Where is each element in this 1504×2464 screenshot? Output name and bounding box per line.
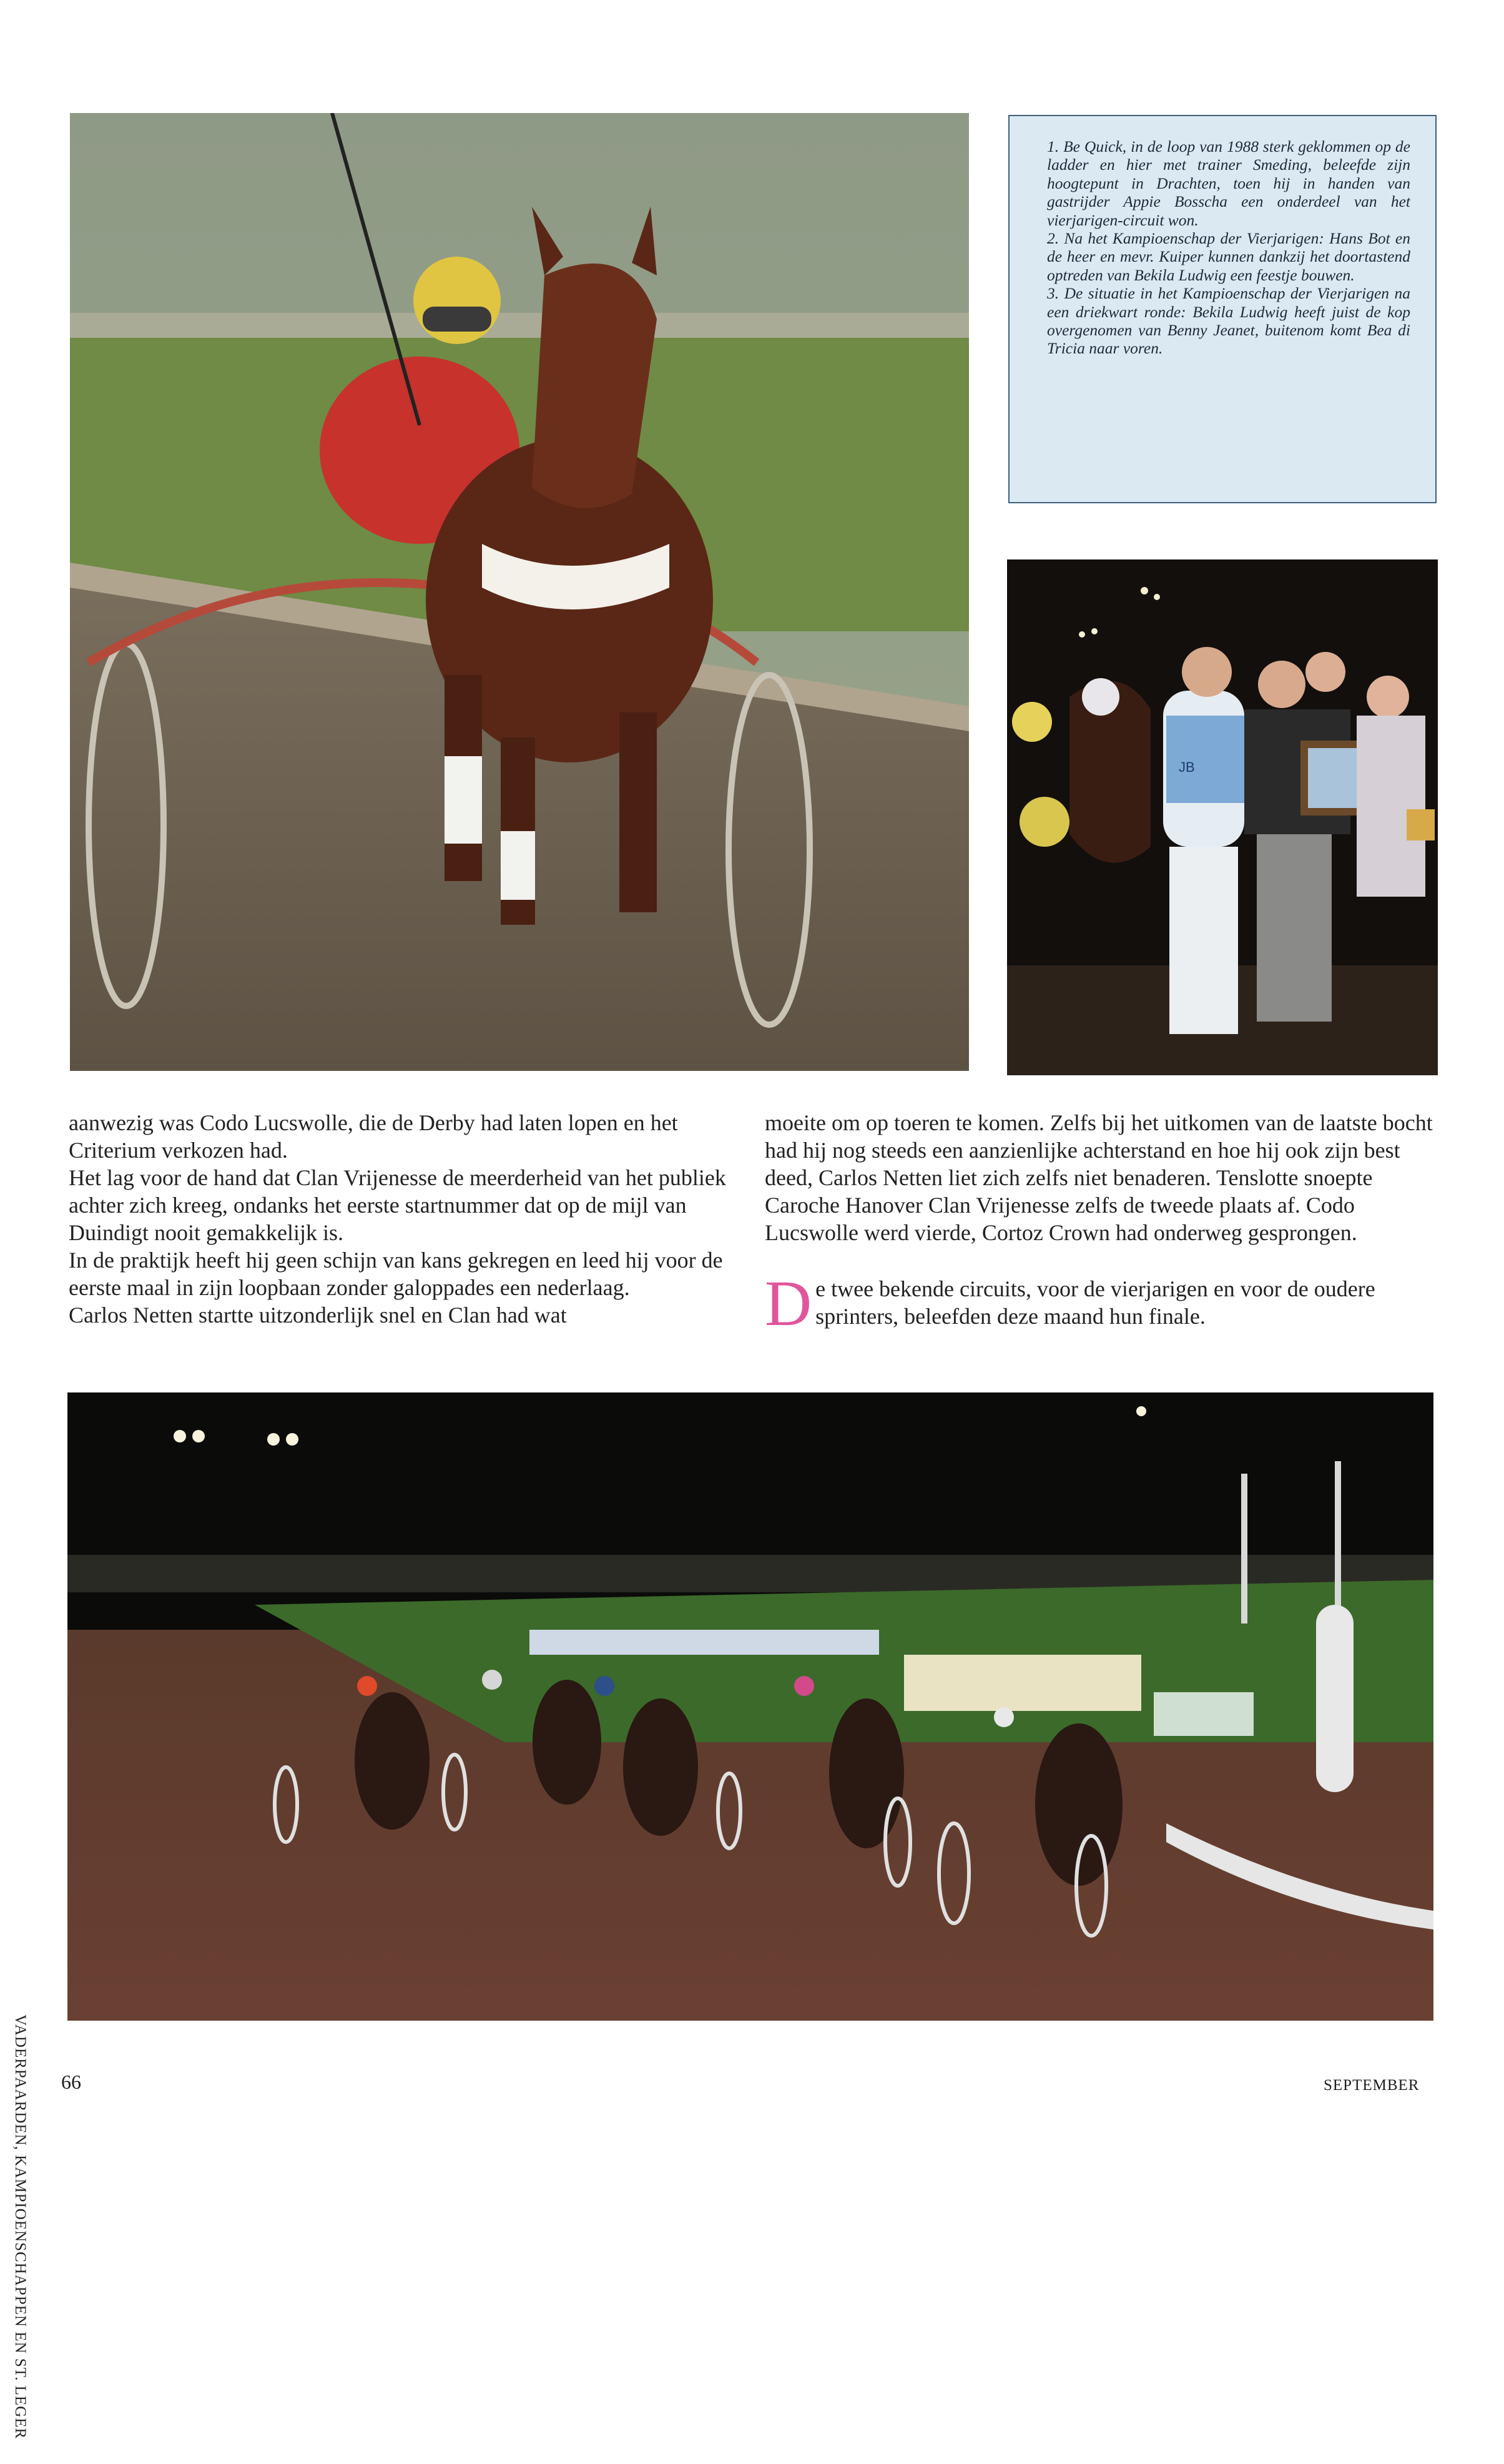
left-para-2: Het lag voor de hand dat Clan Vrijenesse de meerderheid van het publiek achter zich kreeg, ondanks het eerste startnummer dat op de mijl van Duindigt nooit gemakkelijk is.: [69, 1165, 726, 1245]
left-para-4: Carlos Netten startte uitzonderlijk snel en Clan had wat: [69, 1303, 567, 1328]
left-para-3: In de praktijk heeft hij geen schijn van kans gekregen en leed hij voor de eerste maal in zijn loopbaan zonder galoppades een nederlaag.: [69, 1248, 723, 1300]
caption-item-1: 1. Be Quick, in de loop van 1988 sterk geklommen op de ladder en hier met trainer Smeding, beleefde zijn hoogtepunt in Drachten, toen hij in handen van gastrijder Appie Bosscha een onderdeel van het vierjarigen-circuit won.: [1047, 137, 1410, 229]
article-left-column: [69, 1109, 734, 1329]
section-lead-text: e twee bekende circuits, voor de vierjarigen en voor de oudere sprinters, beleefden deze maand hun finale.: [815, 1276, 1375, 1329]
saddle-cloth-jb: JB: [1179, 759, 1195, 775]
photo-trotter-sulky: [70, 113, 969, 1071]
page-number: 66: [61, 2071, 81, 2093]
caption-item-3: 3. De situatie in het Kampioenschap der Vierjarigen na een driekwart ronde: Bekila Ludwig heeft juist de kop overgenomen van Benny Jeanet, buitenom komt Bea di Tricia naar voren.: [1047, 284, 1410, 358]
drop-cap: D: [765, 1268, 812, 1339]
right-para-1: moeite om op toeren te komen. Zelfs bij het uitkomen van de laatste bocht had hij nog steeds een aanzienlijke achterstand en hoe hij ook zijn best deed, Carlos Netten liet zich zelfs niet benaderen. Tenslotte snoepte Caroche Hanover Clan Vrijenesse zelfs de tweede plaats af. Codo Lucswolle werd vierde, Cortoz Crown had onderweg gesprongen.: [765, 1110, 1433, 1245]
caption-item-2: 2. Na het Kampioenschap der Vierjarigen: Hans Bot en de heer en mevr. Kuiper kunnen dankzij het doortastend optreden van Bekila Ludwig een feestje bouwen.: [1047, 229, 1410, 284]
article-right-column: [765, 1109, 1436, 1339]
month-label: SEPTEMBER: [1324, 2077, 1420, 2094]
photo-caption-box: [1008, 115, 1437, 503]
side-running-label: VADERPAARDEN, KAMPIOENSCHAPPEN EN ST. LEGER: [12, 2014, 29, 2440]
left-para-1: aanwezig was Codo Lucswolle, die de Derby had laten lopen en het Criterium verkozen had.: [69, 1110, 678, 1163]
section-lead-paragraph: [765, 1268, 1436, 1339]
photo-ceremony: [1007, 559, 1438, 1075]
photo-night-race: [67, 1392, 1433, 2021]
